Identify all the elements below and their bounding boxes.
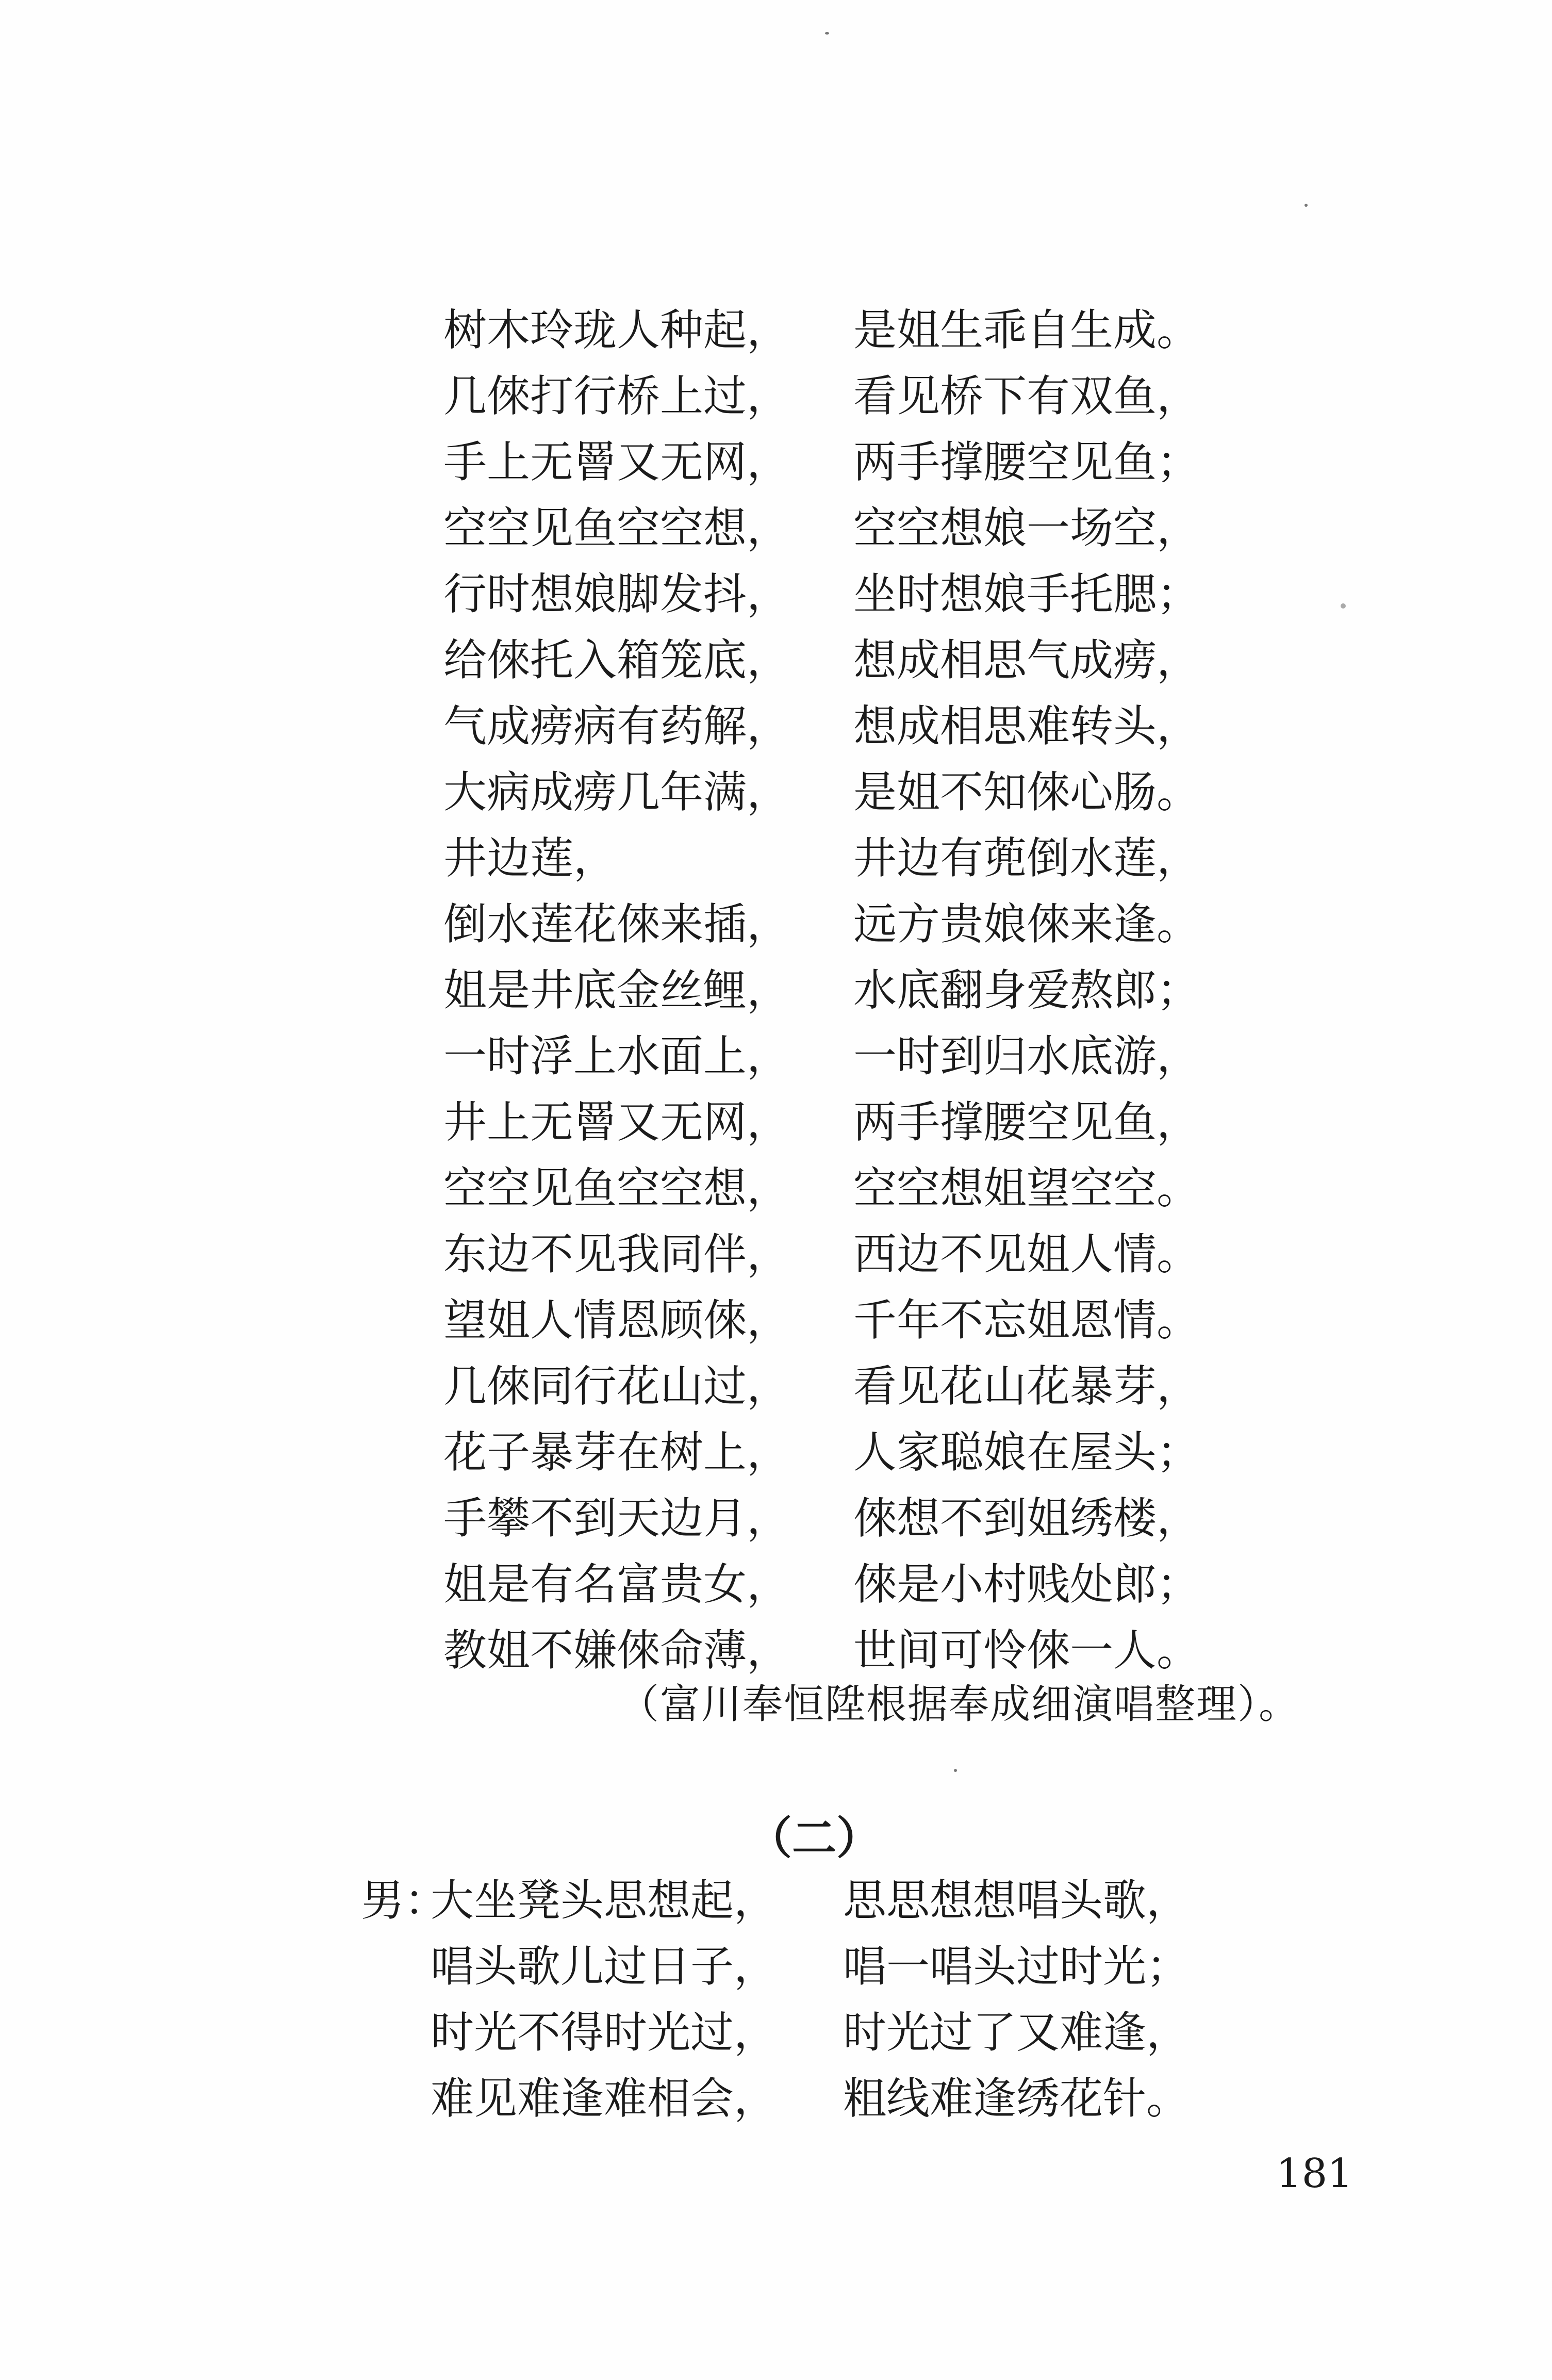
verse-left: 手攀不到天边月， (443, 1493, 790, 1544)
verse-right: 唱一唱头过时光； (843, 1941, 1190, 1992)
verse-left: 给倈托入箱笼底， (443, 635, 790, 685)
verse-left: 倒水莲花倈来插， (443, 899, 790, 949)
verse-right: 空空想娘一场空， (853, 503, 1200, 553)
verse-left: 几倈同行花山过， (443, 1361, 790, 1411)
verse-right: 千年不忘姐恩情。 (853, 1295, 1200, 1345)
scan-speck (954, 1769, 957, 1772)
verse-left: 空空见鱼空空想， (443, 1163, 790, 1213)
verse-left: 姐是有名富贵女， (443, 1559, 790, 1610)
verse-left: 手上无罾又无网， (443, 437, 790, 487)
verse-right: 一时到归水底游， (853, 1031, 1200, 1081)
verse-right: 粗线难逢绣花针。 (843, 2073, 1190, 2124)
verse-right: 时光过了又难逢， (843, 2007, 1190, 2058)
verse-left: 时光不得时光过， (431, 2007, 778, 2058)
verse-right: 倈想不到姐绣楼， (853, 1493, 1200, 1544)
verse-right: 是姐生乖自生成。 (853, 305, 1200, 355)
section-heading: （二） (748, 1812, 881, 1864)
verse-left: 唱头歌儿过日子， (431, 1941, 778, 1992)
verse-left: 大坐凳头思想起， (431, 1875, 778, 1926)
verse-left: 空空见鱼空空想， (443, 503, 790, 553)
verse-left: 花子暴芽在树上， (443, 1427, 790, 1478)
verse-right: 水底翻身爱熬郎； (853, 965, 1200, 1015)
page-number: 181 (1276, 2151, 1353, 2197)
verse-right: 看见桥下有双鱼， (853, 371, 1200, 421)
verse-left: 行时想娘脚发抖， (443, 569, 790, 619)
scan-speck (1305, 204, 1308, 207)
verse-left: 难见难逢难相会， (431, 2073, 778, 2124)
verse-right: 人家聪娘在屋头； (853, 1427, 1200, 1478)
verse-left: 一时浮上水面上， (443, 1031, 790, 1081)
verse-left: 井上无罾又无网， (443, 1097, 790, 1147)
verse-right: 远方贵娘倈来逢。 (853, 899, 1200, 949)
verse-right: 是姐不知倈心肠。 (853, 767, 1200, 817)
verse-left: 气成痨病有药解， (443, 701, 790, 751)
verse-right: 坐时想娘手托腮； (853, 569, 1200, 619)
attribution-note: （富川奉恒陞根据奉成细演唱整理）。 (619, 1681, 1300, 1728)
scan-speck (1341, 603, 1346, 609)
verse-right: 西边不见姐人情。 (853, 1229, 1200, 1279)
verse-left: 树木玲珑人种起， (443, 305, 790, 355)
verse-right: 两手撑腰空见鱼， (853, 1097, 1200, 1147)
verse-left: 大病成痨几年满， (443, 767, 790, 817)
verse-right: 想成相思气成痨， (853, 635, 1200, 685)
verse-left: 几倈打行桥上过， (443, 371, 790, 421)
verse-left: 姐是井底金丝鲤， (443, 965, 790, 1015)
verse-right: 想成相思难转头， (853, 701, 1200, 751)
verse-right: 两手撑腰空见鱼； (853, 437, 1200, 487)
verse-right: 思思想想唱头歌， (843, 1875, 1190, 1926)
speaker-label: 男： (361, 1875, 448, 1926)
verse-left: 东边不见我同伴， (443, 1229, 790, 1279)
verse-right: 井边有蔸倒水莲， (853, 833, 1200, 883)
verse-right: 倈是小村贱处郎； (853, 1559, 1200, 1610)
verse-left: 教姐不嫌倈命薄， (443, 1625, 790, 1676)
verse-right: 世间可怜倈一人。 (853, 1625, 1200, 1676)
verse-left: 井边莲， (443, 833, 617, 883)
verse-right: 看见花山花暴芽， (853, 1361, 1200, 1411)
verse-right: 空空想姐望空空。 (853, 1163, 1200, 1213)
verse-left: 望姐人情恩顾倈， (443, 1295, 790, 1345)
scan-speck (825, 32, 829, 35)
